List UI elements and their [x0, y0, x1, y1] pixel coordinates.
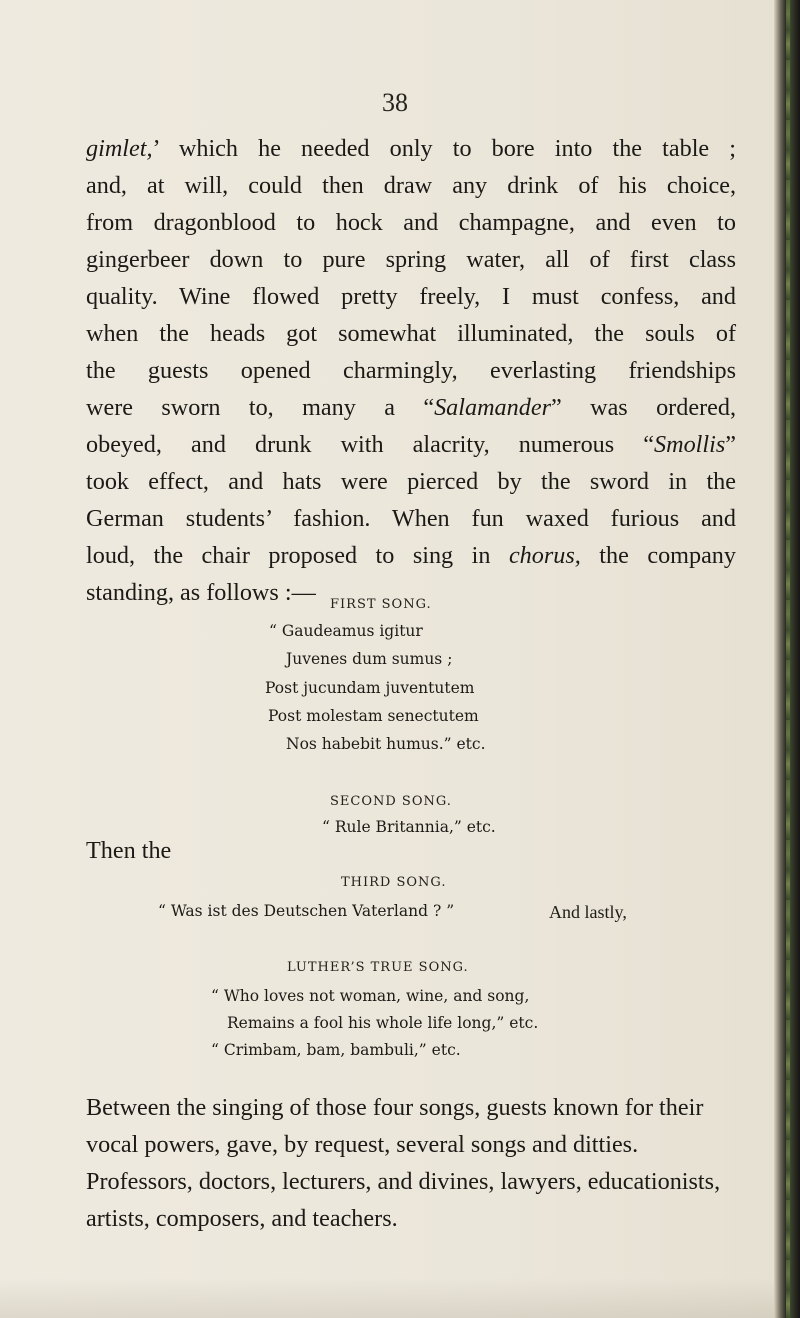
text-line: quality. Wine flowed pretty freely, I must confess, and — [86, 283, 736, 310]
luther-song-line: “ Crimbam, bam, bambuli,” etc. — [211, 1041, 461, 1059]
second-song-line: “ Rule Britannia,” etc. — [322, 818, 496, 836]
first-song-line: “ Gaudeamus igitur — [269, 622, 423, 640]
first-song-line: Nos habebit humus.” etc. — [286, 735, 486, 753]
book-spine-texture — [786, 0, 790, 1318]
text-line: the guests opened charmingly, everlasting friendships — [86, 357, 736, 384]
first-song-heading: FIRST SONG. — [330, 597, 432, 612]
text-line: obeyed, and drunk with alacrity, numerous “Smollis” — [86, 431, 736, 458]
opening-paragraph — [86, 130, 736, 611]
closing-paragraph — [86, 1089, 736, 1237]
text-line: were sworn to, many a “Salamander” was ordered, — [86, 394, 736, 421]
first-song-line: Post jucundam juventutem — [265, 679, 475, 697]
text-line: from dragonblood to hock and champagne, and even to — [86, 209, 736, 236]
text-line: for their vocal powers, gave, by request, several songs — [86, 1094, 704, 1158]
page-bottom-shadow — [0, 1278, 800, 1318]
first-song-line: Juvenes dum sumus ; — [286, 650, 453, 668]
text-line: gimlet,’ which he needed only to bore into the table ; — [86, 135, 736, 162]
and-lastly-text: And lastly, — [549, 902, 627, 922]
text-line: Between the singing of those four songs, guests known — [86, 1094, 619, 1121]
text-line: and, at will, could then draw any drink of his choice, — [86, 172, 736, 199]
text-line: and ditties. Professors, doctors, lecturers, and divines, — [86, 1131, 639, 1195]
then-the-text: Then the — [86, 837, 172, 864]
text-line: lawyers, educationists, artists, composers, and teachers. — [86, 1168, 721, 1232]
first-song-line: Post molestam senectutem — [268, 707, 479, 725]
text-line: German students’ fashion. When fun waxed furious and — [86, 505, 736, 532]
second-song-heading: SECOND SONG. — [330, 794, 452, 809]
text-line: when the heads got somewhat illuminated, the souls of — [86, 320, 736, 347]
text-line: took effect, and hats were pierced by the sword in the — [86, 468, 736, 495]
luther-song-line: Remains a fool his whole life long,” etc. — [227, 1014, 539, 1032]
text-line: loud, the chair proposed to sing in chorus, the company — [86, 542, 736, 569]
page-number: 38 — [382, 88, 408, 117]
luther-song-heading: LUTHER’S TRUE SONG. — [287, 960, 469, 975]
third-song-line: “ Was ist des Deutschen Vaterland ? ” — [158, 902, 455, 920]
luther-song-line: “ Who loves not woman, wine, and song, — [211, 987, 530, 1005]
text-line: gingerbeer down to pure spring water, all of first class — [86, 246, 736, 273]
third-song-heading: THIRD SONG. — [341, 875, 447, 890]
text-line: standing, as follows :— — [86, 579, 316, 606]
